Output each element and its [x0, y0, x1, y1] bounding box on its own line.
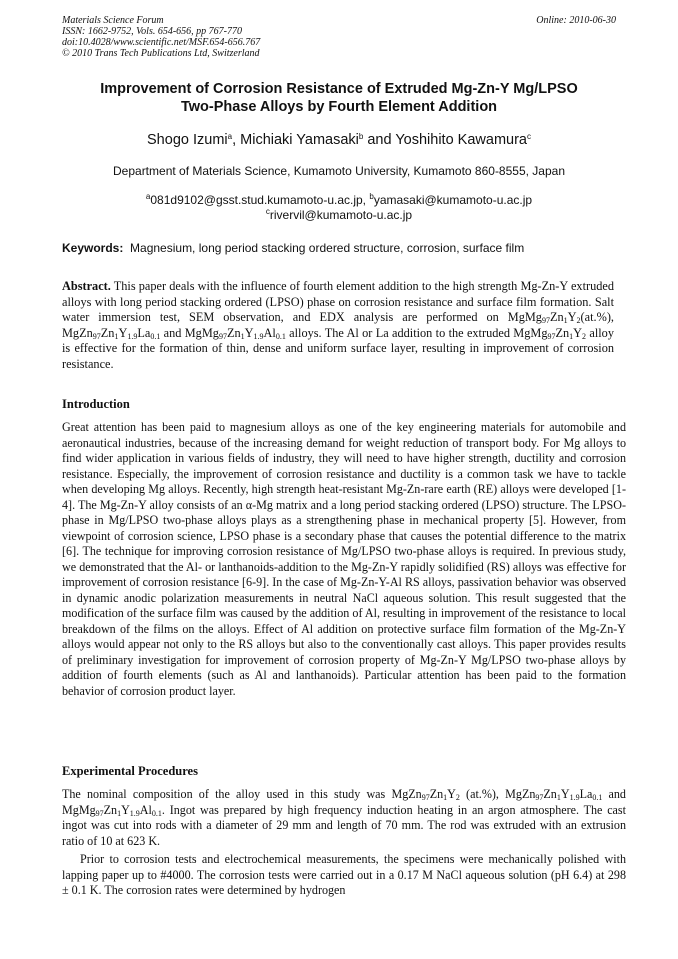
introduction-heading: Introduction: [62, 397, 130, 411]
experimental-heading: Experimental Procedures: [62, 764, 198, 778]
email-mark: b: [369, 192, 374, 201]
abstract-text: alloy is effective for the formation of thin, dense and uniform surface layer, resulting in improvement of corrosion resistance.: [62, 325, 614, 371]
abstract-text: (at.%), Mg: [62, 310, 614, 340]
journal-header: [62, 15, 616, 59]
author-name: Michiaki Yamasaki: [240, 132, 359, 148]
doi-line: doi:10.4028/www.scientific.net/MSF.654-656.767: [62, 37, 261, 48]
experimental-paragraph-1: The nominal composition of the alloy used in this study was $MgZn_{97}Zn_1Y_2$ (at.%), $MgZn_{97}Zn_1Y_{1.9}La_{0.1}$ and $MgMg_{97}Zn_1Y_{1.9}Al_{0.1}$. Ingot was prepared by high frequency induction heating in an argon atmosphere. The cast ingot was cut into rods with a diameter of 29 mm and length of 70 mm. The rod was extruded with an extrusion ratio of 10 at 623 K.: [62, 787, 626, 848]
author-name: Shogo Izumi: [147, 132, 228, 148]
alloy-formula: $Mg_{97}Zn_1Y_{1.9}Al_{0.1}$: [201, 325, 286, 341]
journal-name: Materials Science Forum: [62, 15, 164, 26]
email-mark: c: [265, 207, 270, 216]
title-line-2: Two-Phase Alloys by Fourth Element Addition: [180, 99, 498, 115]
author-name: Yoshihito Kawamura: [395, 132, 527, 148]
email-line-1: [40, 193, 638, 208]
copyright-line: © 2010 Trans Tech Publications Ltd, Switzerland: [62, 48, 260, 59]
abstract-text: and Mg: [160, 325, 202, 340]
keywords-text: Magnesium, long period stacking ordered structure, corrosion, surface film: [130, 241, 525, 255]
alloy-formula: $Zn_{97}Zn_1Y_2$: [408, 787, 460, 802]
paper-title: [40, 80, 638, 116]
email-address: rivervil@kumamoto-u.ac.jp: [269, 208, 413, 222]
abstract-label: Abstract.: [62, 279, 111, 293]
experimental-paragraph-2: Prior to corrosion tests and electrochemical measurements, the specimens were mechanically polished with lapping paper up to #4000. The corrosion tests were carried out in a 0.17 M NaCl aqueous solution (pH 6.4) at 298 ± 0.1 K. The corrosion rates were determined by hydrogen: [62, 852, 626, 897]
author-separator: ,: [232, 132, 241, 148]
email-line-2: [40, 208, 638, 223]
author-mark: b: [358, 132, 364, 141]
introduction-paragraph: Great attention has been paid to magnesium alloys as one of the key engineering materials for automobile and aeronautical industries, because of the increasing demand for weight reduction of transport body. For Mg alloys to find wider application in various fields of industry, they will need to have higher strength, ductility and corrosion resistance. Especially, the improvement of corrosion resistance and ductility is a common task we have to tackle when developing Mg alloys. Recently, high strength heat-resistant Mg-Zn-rare earth (RE) alloys were developed [1-4]. The Mg-Zn-Y alloy consists of an α-Mg matrix and a long period stacking ordered (LPSO) structure. The LPSO-phase in Mg/LPSO two-phase alloys plays as a strengthening phase in mechanical property [5]. However, from viewpoint of corrosion science, LPSO phase is a secondary phase that causes the potential difference to the matrix [6]. The technique for improving corrosion resistance of Mg/LPSO two-phase alloys is required. In previous study, we demonstrated that the Al- or lanthanoids-addition to the Mg-Zn-Y rapidly solidified (RS) alloys was effective for improvement of corrosion resistance [6-9]. In the case of Mg-Zn-Y-Al RS alloys, passivation behavior was observed in dynamic anodic polarization measurements in neutral NaCl aqueous solution. This result suggested that the modification of the surface film was caused by the addition of Al, resulting in improvement of the resistance to local breakdown of the films on the alloys. Effect of Al addition on protective surface film formation of the Mg-Zn-Y alloys would appear not only to the RS alloys but also to the conventionally cast alloys. This paper provides results of preliminary investigation for improvement of corrosion property of Mg-Zn-Y Mg/LPSO two-phase alloys by addition of fourth elements (such as Al and lanthanoids). Particular attention has been paid to the formation behavior of corrosion product layer.: [62, 420, 626, 698]
author-emails: [40, 193, 638, 223]
alpha-symbol: α: [245, 497, 253, 512]
issn-line: ISSN: 1662-9752, Vols. 654-656, pp 767-770: [62, 26, 242, 37]
author-mark: a: [227, 132, 233, 141]
alloy-formula: $Mg_{97}Zn_1Y_2$: [524, 310, 581, 325]
keywords-label: Keywords:: [62, 241, 124, 255]
email-mark: a: [145, 192, 151, 201]
online-date: Online: 2010-06-30: [536, 15, 616, 26]
author-list: [40, 132, 638, 148]
affiliation: Department of Materials Science, Kumamoto University, Kumamoto 860-8555, Japan: [113, 164, 565, 178]
abstract-text: alloys. The Al or La addition to the extruded Mg: [285, 325, 531, 340]
alloy-formula: $Zn_{97}Zn_1Y_{1.9}La_{0.1}$: [521, 787, 603, 802]
author-mark: c: [526, 132, 531, 141]
alloy-formula: $Mg_{97}Zn_1Y_2$: [530, 325, 587, 341]
keywords: [62, 241, 618, 255]
alloy-formula: $Mg_{97}Zn_1Y_{1.9}Al_{0.1}$: [78, 802, 162, 818]
abstract: [62, 279, 614, 372]
title-line-1: Improvement of Corrosion Resistance of Extruded Mg-Zn-Y Mg/LPSO: [100, 81, 578, 97]
email-address: yamasaki@kumamoto-u.ac.jp: [373, 193, 533, 207]
email-address: 081d9102@gsst.stud.kumamoto-u.ac.jp,: [150, 193, 370, 207]
author-separator: and: [363, 132, 396, 148]
abstract-text: This paper deals with the influence of fourth element addition to the high strength Mg-Zn-Y extruded alloys with long period stacking ordered (LPSO) phase on corrosion resistance and surface film formation. Salt water immersion test, SEM observation, and EDX analysis are performed on Mg: [62, 279, 614, 324]
alloy-formula: $Zn_{97}Zn_1Y_{1.9}La_{0.1}$: [79, 325, 161, 341]
